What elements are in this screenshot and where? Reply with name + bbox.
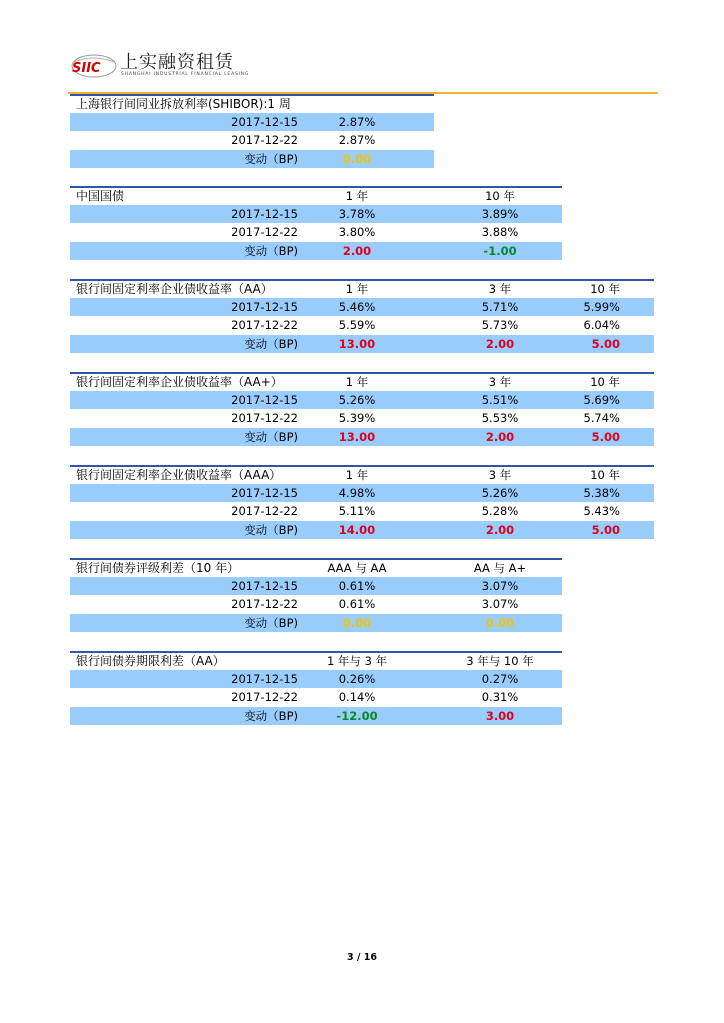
column-header: 3 年 (488, 375, 512, 389)
table-row (70, 577, 562, 596)
table-row (70, 113, 434, 132)
column-header: 10 年 (485, 189, 515, 203)
value-cell: 5.59% (338, 318, 376, 332)
change-value: -12.00 (336, 708, 378, 723)
change-row (70, 242, 562, 261)
column-header: 3 年与 10 年 (466, 654, 534, 668)
table-row (70, 688, 562, 707)
table-row (70, 131, 434, 150)
column-header: 10 年 (590, 375, 620, 389)
rate-table (70, 558, 562, 632)
value-cell: 5.69% (583, 392, 620, 407)
page-header (68, 46, 368, 82)
change-row (70, 428, 654, 447)
table-title-row (70, 279, 654, 298)
value-cell: 3.07% (481, 578, 519, 593)
change-value: 13.00 (338, 336, 376, 351)
value-cell: 2.87% (338, 114, 376, 129)
change-value: 0.00 (342, 151, 372, 166)
rate-table (70, 465, 654, 539)
column-header: 10 年 (590, 282, 620, 296)
column-header: 1 年 (345, 375, 369, 389)
value-cell: 5.26% (481, 485, 519, 500)
column-header: 1 年 (345, 282, 369, 296)
change-value: -1.00 (483, 243, 517, 258)
value-cell: 5.74% (583, 411, 620, 425)
table-row (70, 409, 654, 428)
rate-table (70, 372, 654, 446)
date-cell: 2017-12-15 (231, 206, 298, 221)
change-row (70, 150, 434, 169)
date-cell: 2017-12-15 (231, 485, 298, 500)
change-value: 2.00 (485, 429, 515, 444)
value-cell: 0.27% (481, 671, 519, 686)
column-header: 1 年 (345, 468, 369, 482)
column-header: 1 年 (345, 189, 369, 203)
value-cell: 3.80% (338, 225, 376, 239)
value-cell: 5.46% (338, 299, 376, 314)
table-title-row (70, 651, 562, 670)
company-logo (68, 52, 120, 80)
value-cell: 5.43% (583, 504, 620, 518)
date-cell: 2017-12-15 (231, 114, 298, 129)
date-cell: 2017-12-22 (231, 690, 298, 704)
change-label: 变动（BP) (244, 615, 298, 630)
table-title: 中国国债 (76, 189, 125, 203)
table-row (70, 670, 562, 689)
value-cell: 3.89% (481, 206, 519, 221)
table-row (70, 595, 562, 614)
change-row (70, 614, 562, 633)
date-cell: 2017-12-15 (231, 392, 298, 407)
value-cell: 0.61% (338, 578, 376, 593)
date-cell: 2017-12-22 (231, 504, 298, 518)
date-cell: 2017-12-22 (231, 318, 298, 332)
change-value: 0.00 (485, 615, 515, 630)
change-row (70, 521, 654, 540)
company-name-en: SHANGHAI INDUSTRIAL FINANCIAL LEASING (121, 72, 250, 77)
change-value: 5.00 (591, 336, 620, 351)
table-title: 银行间固定利率企业债收益率（AA+） (76, 375, 283, 389)
page-number: 3 / 16 (347, 952, 377, 963)
date-cell: 2017-12-22 (231, 225, 298, 239)
change-value: 2.00 (485, 336, 515, 351)
change-row (70, 707, 562, 726)
svg-text:SIIC: SIIC (72, 61, 101, 76)
date-cell: 2017-12-15 (231, 578, 298, 593)
rate-table (70, 186, 562, 260)
value-cell: 3.07% (481, 597, 519, 611)
table-title-row (70, 465, 654, 484)
table-title-row (70, 186, 562, 205)
value-cell: 6.04% (583, 318, 620, 332)
change-value: 2.00 (342, 243, 372, 258)
table-row (70, 391, 654, 410)
table-row (70, 316, 654, 335)
value-cell: 0.14% (338, 690, 376, 704)
change-row (70, 335, 654, 354)
table-title: 银行间债券期限利差（AA） (76, 654, 225, 668)
date-cell: 2017-12-15 (231, 299, 298, 314)
column-header: 3 年 (488, 468, 512, 482)
value-cell: 4.98% (338, 485, 376, 500)
value-cell: 0.31% (481, 690, 519, 704)
value-cell: 2.87% (338, 133, 376, 147)
table-row (70, 484, 654, 503)
value-cell: 0.26% (338, 671, 376, 686)
value-cell: 5.51% (481, 392, 519, 407)
date-cell: 2017-12-22 (231, 597, 298, 611)
table-title: 上海银行间同业拆放利率(SHIBOR):1 周 (76, 97, 291, 111)
table-title: 银行间固定利率企业债收益率（AAA） (76, 468, 282, 482)
column-header: AAA 与 AA (327, 561, 387, 575)
table-title-row (70, 94, 434, 113)
value-cell: 5.26% (338, 392, 376, 407)
column-header: 1 年与 3 年 (326, 654, 388, 668)
date-cell: 2017-12-15 (231, 671, 298, 686)
value-cell: 5.11% (338, 504, 376, 518)
change-label: 变动（BP) (244, 243, 298, 258)
date-cell: 2017-12-22 (231, 133, 298, 147)
value-cell: 5.39% (338, 411, 376, 425)
value-cell: 5.99% (583, 299, 620, 314)
value-cell: 3.88% (481, 225, 519, 239)
change-label: 变动（BP) (244, 151, 298, 166)
table-row (70, 298, 654, 317)
change-label: 变动（BP) (244, 522, 298, 537)
value-cell: 0.61% (338, 597, 376, 611)
column-header: 3 年 (488, 282, 512, 296)
table-row (70, 205, 562, 224)
change-value: 13.00 (338, 429, 376, 444)
change-value: 14.00 (338, 522, 376, 537)
rate-table (70, 651, 562, 725)
value-cell: 5.53% (481, 411, 519, 425)
table-row (70, 223, 562, 242)
value-cell: 5.71% (481, 299, 519, 314)
change-value: 2.00 (485, 522, 515, 537)
change-value: 5.00 (591, 522, 620, 537)
date-cell: 2017-12-22 (231, 411, 298, 425)
change-value: 3.00 (485, 708, 515, 723)
column-header: 10 年 (590, 468, 620, 482)
table-title: 银行间债券评级利差（10 年） (76, 561, 240, 575)
change-value: 0.00 (342, 615, 372, 630)
change-value: 5.00 (591, 429, 620, 444)
company-name-cn: 上实融资租赁 (120, 52, 234, 73)
change-label: 变动（BP) (244, 708, 298, 723)
column-header: AA 与 A+ (473, 561, 527, 575)
table-title: 银行间固定利率企业债收益率（AA） (76, 282, 273, 296)
value-cell: 5.28% (481, 504, 519, 518)
table-row (70, 502, 654, 521)
table-title-row (70, 558, 562, 577)
value-cell: 5.73% (481, 318, 519, 332)
table-title-row (70, 372, 654, 391)
value-cell: 3.78% (338, 206, 376, 221)
rate-table (70, 94, 434, 168)
change-label: 变动（BP) (244, 429, 298, 444)
value-cell: 5.38% (583, 485, 620, 500)
rate-table (70, 279, 654, 353)
change-label: 变动（BP) (244, 336, 298, 351)
